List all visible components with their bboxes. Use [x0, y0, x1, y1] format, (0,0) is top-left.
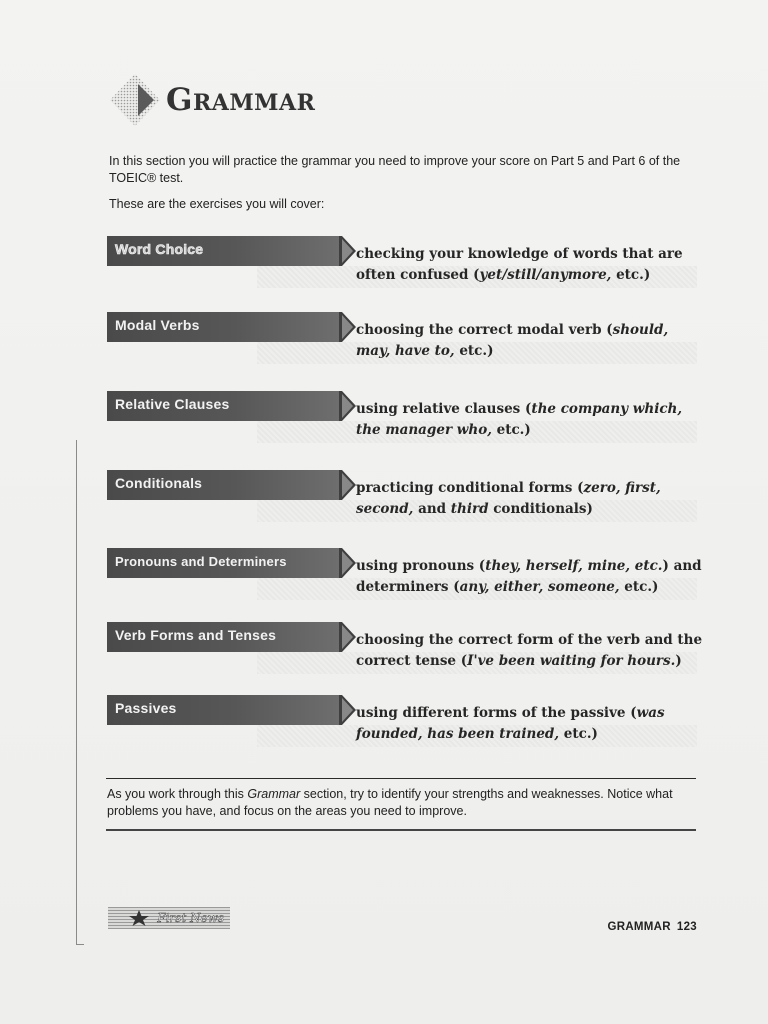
tab-arrow-icon [339, 236, 357, 266]
exercise-description [356, 630, 706, 672]
description-text: practicing conditional forms ( [356, 480, 584, 496]
exercise-tab [107, 391, 357, 423]
exercise-tab [107, 622, 357, 654]
description-example: third [450, 501, 489, 517]
margin-rule [76, 440, 77, 945]
exercise-description [356, 399, 706, 441]
margin-rule-foot [76, 944, 84, 945]
page-footer [607, 921, 697, 933]
exercise-row-conditionals [107, 470, 707, 530]
description-example: was founded, has been trained, [356, 705, 665, 742]
description-text: using different forms of the passive ( [356, 705, 637, 721]
exercise-description [356, 703, 706, 745]
tab-arrow-icon [339, 622, 357, 652]
page-number: 123 [676, 921, 697, 933]
diamond-arrow-icon [108, 72, 162, 128]
tab-arrow-icon [339, 312, 357, 342]
publisher-logo [108, 907, 230, 929]
exercise-description [356, 478, 706, 520]
exercise-row-pronouns-determiners [107, 548, 707, 608]
section-header [108, 72, 315, 128]
description-text: using relative clauses ( [356, 401, 532, 417]
note-text-end: section, try to identify your strengths and weaknesses. Notice what problems you have, and focus on the areas you need to improve. [107, 787, 673, 818]
description-text: etc.) [611, 267, 651, 283]
note-emphasis: Grammar [247, 787, 301, 801]
description-text: conditionals) [488, 501, 593, 517]
exercise-label: Modal Verbs [107, 312, 339, 342]
exercise-row-word-choice [107, 236, 707, 296]
description-example: any, either, someone, [459, 579, 620, 595]
description-example: should, may, have to, [356, 322, 669, 359]
description-text: ) [675, 653, 682, 669]
intro-paragraph: In this section you will practice the grammar you need to improve your score on Part 5 and Part 6 of the TOEIC® test. [109, 154, 681, 185]
note-top-rule [106, 778, 696, 779]
exercise-label: Verb Forms and Tenses [107, 622, 339, 652]
exercise-tab [107, 695, 357, 727]
exercise-label: Pronouns and Determiners [107, 548, 339, 578]
description-text: etc.) [454, 343, 494, 359]
tab-arrow-icon [339, 470, 357, 500]
page-title: Grammar [166, 82, 316, 118]
description-example: yet/still/anymore, [479, 267, 612, 283]
description-text: choosing the correct modal verb ( [356, 322, 613, 338]
exercise-description [356, 556, 706, 598]
exercise-description [356, 320, 706, 362]
description-example: I've been waiting for hours. [467, 653, 676, 669]
tab-arrow-icon [339, 548, 357, 578]
exercise-row-modal-verbs [107, 312, 707, 372]
exercise-tab [107, 548, 357, 580]
exercise-label: Relative Clauses [107, 391, 339, 421]
description-text: checking your knowledge of words that are often confused ( [356, 246, 683, 283]
description-example: they, herself, mine, etc. [485, 558, 663, 574]
exercise-row-passives [107, 695, 707, 755]
exercise-description [356, 244, 706, 286]
exercises-lead: These are the exercises you will cover: [109, 197, 325, 211]
tab-arrow-icon [339, 695, 357, 725]
note-text-start: As you work through this [107, 787, 248, 801]
description-text: etc.) [559, 726, 598, 742]
description-text: etc.) [619, 579, 659, 595]
study-note [107, 786, 707, 820]
exercise-row-relative-clauses [107, 391, 707, 451]
exercise-row-verb-forms-tenses [107, 622, 707, 682]
exercise-label: Word Choice [107, 236, 339, 266]
description-example: zero, first, second, [356, 480, 661, 517]
exercise-label: Conditionals [107, 470, 339, 500]
description-text: choosing the correct form of the verb and the correct tense ( [356, 632, 703, 669]
exercise-tab [107, 470, 357, 502]
description-text: etc.) [491, 422, 531, 438]
description-text: ) and determiners ( [356, 558, 702, 595]
description-text: using pronouns ( [356, 558, 486, 574]
star-icon [128, 909, 150, 927]
exercise-label: Passives [107, 695, 339, 725]
note-bottom-rule [106, 829, 696, 831]
exercise-tab [107, 312, 357, 344]
description-text: and [413, 501, 451, 517]
exercise-tab [107, 236, 357, 268]
description-example: the company which, the manager who, [356, 401, 683, 438]
tab-arrow-icon [339, 391, 357, 421]
logo-text: First News [157, 911, 224, 925]
footer-section: GRAMMAR [607, 921, 671, 933]
